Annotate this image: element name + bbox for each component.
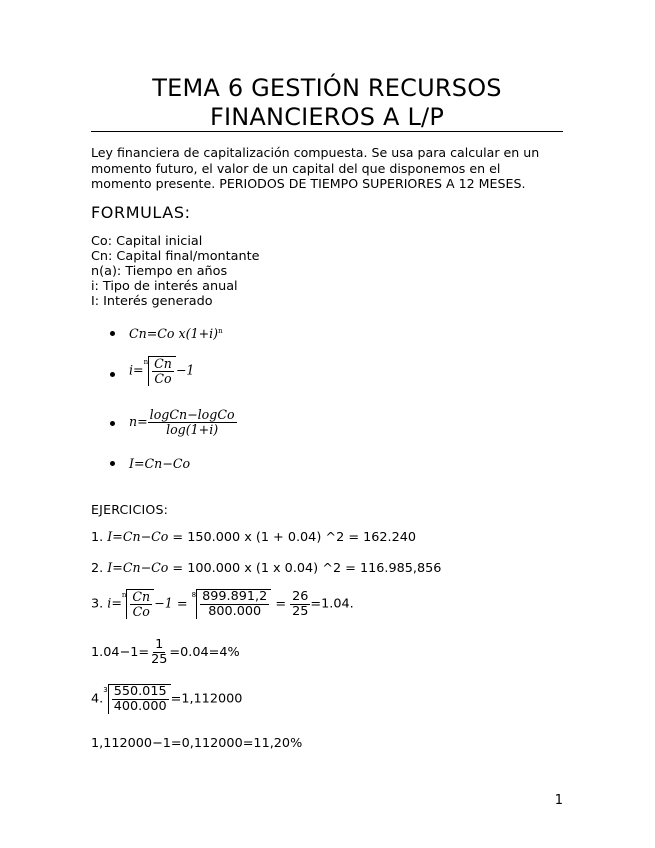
page-title <box>90 74 564 132</box>
title-underline <box>91 131 563 132</box>
definitions-list <box>91 234 260 309</box>
fraction-numerator: 26 <box>292 588 309 604</box>
exercises-heading: EJERCICIOS: <box>91 502 169 517</box>
bullet-icon <box>110 461 115 466</box>
intro-paragraph: Ley financiera de capitalización compuesta. Se usa para calcular en un momento futuro, el valor de un capital del que disponemos en el momento presente. PERIODOS DE TIEMPO SUPERIORES A 12 MESES. <box>91 145 540 191</box>
fraction-numerator: 550.015 <box>113 684 167 699</box>
fraction-numerator: 1 <box>155 637 164 652</box>
formula-compound <box>129 326 223 341</box>
title-line-2: FINANCIEROS A L/P <box>209 103 444 131</box>
fraction-denominator: Co <box>154 371 172 386</box>
fraction-denominator: 25 <box>292 603 309 619</box>
exercise-result: =0.04=4% <box>169 645 240 660</box>
fraction-denominator: 800.000 <box>208 604 262 619</box>
root-symbol <box>144 356 176 386</box>
exercise-number: 1. <box>91 530 104 545</box>
fraction-numerator: Cn <box>154 356 172 371</box>
exercise-3 <box>91 589 354 619</box>
exercise-2 <box>91 560 441 576</box>
bullet-icon <box>110 331 115 336</box>
formula-text: x(1+i) <box>178 326 219 341</box>
exercise-formula: i= <box>107 595 122 611</box>
root-symbol <box>122 589 154 619</box>
exercise-calculation: 1.04−1= <box>91 645 150 660</box>
fraction-denominator: 400.000 <box>113 699 167 714</box>
bullet-icon <box>110 372 115 377</box>
fraction-numerator: Cn <box>132 589 151 604</box>
exercise-formula: −1 <box>154 595 173 611</box>
formula-text: Cn=Co <box>129 326 175 341</box>
root-index: n <box>143 358 149 366</box>
fraction-denominator: Co <box>132 604 150 619</box>
formulas-heading: FORMULAS: <box>91 203 191 222</box>
root-symbol <box>103 684 170 714</box>
root-symbol <box>192 589 272 619</box>
page-number: 1 <box>554 793 563 808</box>
definition-item: i: Tipo de interés anual <box>91 279 238 294</box>
exercise-formula: I=Cn−Co <box>107 560 169 575</box>
formula-text: n= <box>129 414 148 429</box>
equals-sign: = <box>275 596 287 612</box>
root-index: 3 <box>103 686 108 694</box>
exercise-result: =1.04. <box>310 596 354 612</box>
exercise-4-step: 1,112000−1=0,112000=11,20% <box>91 736 303 751</box>
definition-item: Cn: Capital final/montante <box>91 249 260 264</box>
fraction-numerator: logCn−logCo <box>149 407 235 422</box>
exercise-number: 4. <box>91 691 104 707</box>
fraction-denominator: log(1+i) <box>166 422 219 437</box>
equals-sign: = <box>176 596 188 612</box>
title-line-1: TEMA 6 GESTIÓN RECURSOS <box>152 74 502 102</box>
formula-time <box>129 408 237 437</box>
root-index: 8 <box>191 591 197 599</box>
exercise-calculation: = 150.000 x (1 + 0.04) ^2 = 162.240 <box>172 530 417 545</box>
definition-item: Co: Capital inicial <box>91 234 203 249</box>
exercise-number: 3. <box>91 596 104 612</box>
formula-text: −1 <box>175 362 195 378</box>
definition-item: I: Interés generado <box>91 294 213 309</box>
exercise-4 <box>91 684 242 714</box>
exercise-formula: I=Cn−Co <box>107 529 169 544</box>
fraction-numerator: 899.891,2 <box>202 589 268 604</box>
definition-item: n(a): Tiempo en años <box>91 264 228 279</box>
fraction-denominator: 25 <box>151 652 168 667</box>
formula-interest: I=Cn−Co <box>129 456 191 471</box>
exercise-1 <box>91 529 416 545</box>
formula-text: i= <box>129 362 144 378</box>
exercise-number: 2. <box>91 561 104 576</box>
exercise-calculation: = 100.000 x (1 x 0.04) ^2 = 116.985,856 <box>172 561 442 576</box>
formula-exponent: n <box>218 326 223 335</box>
bullet-icon <box>110 421 115 426</box>
formula-rate <box>129 356 194 386</box>
root-index: n <box>121 591 127 599</box>
exercise-result: =1,112000 <box>170 691 243 707</box>
exercise-3-step <box>91 638 240 667</box>
